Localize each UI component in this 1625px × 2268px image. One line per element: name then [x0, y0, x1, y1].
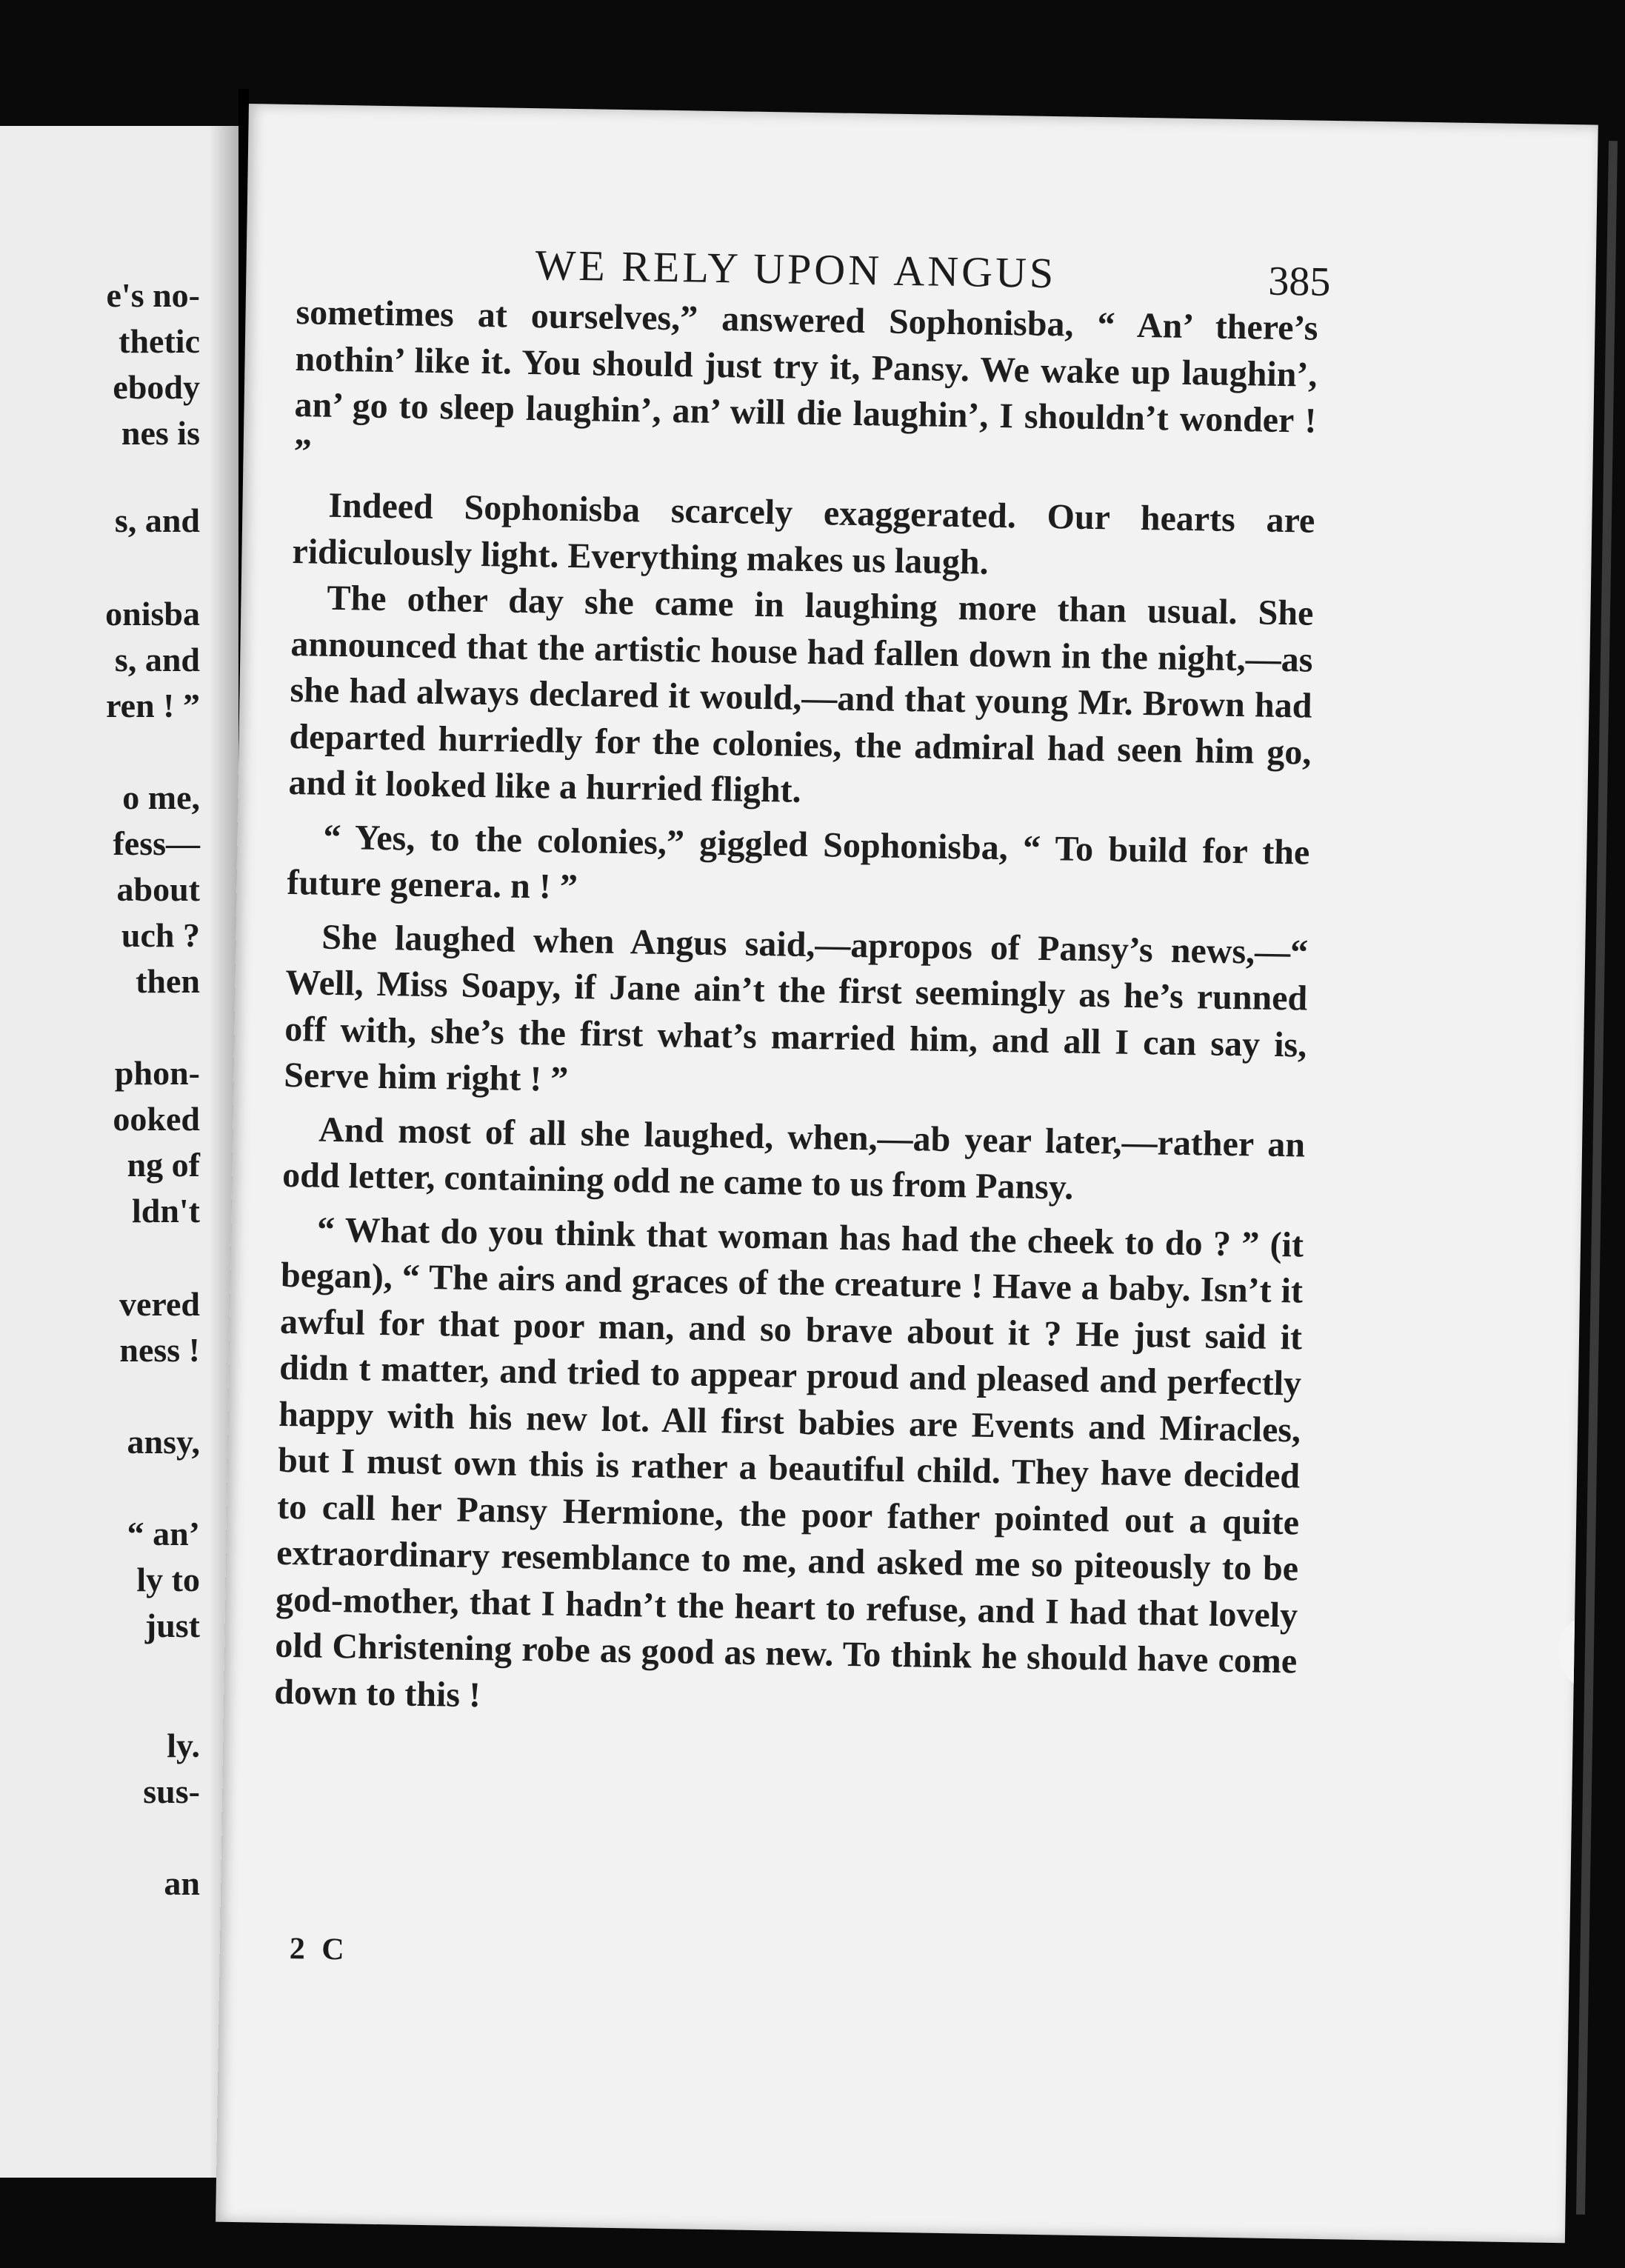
left-line: ng of	[127, 1146, 200, 1184]
body-text	[274, 290, 1318, 1731]
left-line: an	[164, 1864, 200, 1902]
paragraph: Indeed Sophonisba scarcely exaggerated. Our hearts are ridiculously light. Everything makes us laugh.	[292, 485, 1315, 582]
left-line: o me,	[122, 778, 200, 816]
paragraph: “ What do you think that woman has had the cheek to do ? ” (it began), “ The airs and graces of the creature ! Have a baby. Isn’t it awful for that poor man, and so brave about it ? He just said it didn t matter, and tried to appear proud and pleased and perfectly happy with his new lot. All first babies are Events and Miracles, but I must own this is rather a beautiful child. They have decided to call her Pansy Hermione, the poor father pointed out a quite extraordinary resemblance to me, and asked me so piteously to be god-mother, that I hadn’t the heart to refuse, and I had that lovely old Christening robe as good as new. To think he should have come down to this !	[273, 1210, 1304, 1715]
paragraph: sometimes at ourselves,” answered Sophonisba, “ An’ there’s nothin’ like it. You should just try it, Pansy. We wake up laughin’, an’ go to sleep laughin’, an’ will die laughin’, I shouldn’t wonder ! ”	[293, 293, 1318, 471]
left-line: about	[116, 870, 200, 908]
paragraph: And most of all she laughed, when,—ab year later,—rather an odd letter, containing odd ne came to us from Pansy.	[281, 1110, 1306, 1207]
left-line: sus-	[143, 1772, 200, 1810]
signature-mark: 2 C	[289, 1932, 350, 1967]
left-line: uch ?	[121, 916, 200, 954]
left-line: nes is	[121, 414, 200, 452]
left-line: thetic	[119, 322, 200, 360]
running-head: WE RELY UPON ANGUS	[535, 241, 1057, 298]
left-line: phon-	[114, 1054, 200, 1092]
left-line: onisba	[105, 595, 200, 633]
left-line: s, and	[114, 501, 200, 539]
left-line: ly to	[136, 1561, 200, 1598]
left-line: ness !	[119, 1331, 200, 1369]
left-line: ooked	[113, 1100, 200, 1138]
paragraph: She laughed when Angus said,—apropos of Pansy’s news,—“ Well, Miss Soapy, if Jane ain’t the first seemingly as he’s runned off with, she’s the first what’s married him, and all I can say is, Serve him right ! ”	[283, 917, 1309, 1099]
paragraph: “ Yes, to the colonies,” giggled Sophonisba, “ To build for the future genera. n ! ”	[287, 817, 1310, 907]
left-page-fragment	[0, 126, 238, 2178]
left-line: fess—	[113, 824, 200, 862]
left-line: just	[144, 1607, 200, 1644]
left-line: ly.	[167, 1727, 200, 1764]
left-line: “ an’	[127, 1515, 200, 1552]
paragraph: The other day she came in laughing more than usual. She announced that the artistic house had fallen down in the night,—as she had always declared it would,—and that young Mr. Brown had departed hurriedly for the colonies, the admiral had seen him go, and it looked like a hurried flight.	[288, 578, 1314, 810]
left-line: ldn't	[131, 1192, 200, 1230]
page-number: 385	[1267, 258, 1331, 305]
left-line: then	[136, 962, 200, 1000]
left-line: e's no-	[106, 276, 200, 314]
left-line: ansy,	[127, 1423, 200, 1461]
left-line: ebody	[113, 368, 200, 406]
left-line: vered	[119, 1285, 200, 1323]
left-line: ren ! ”	[106, 687, 200, 724]
left-line: s, and	[114, 641, 200, 678]
right-page	[216, 104, 1598, 2243]
